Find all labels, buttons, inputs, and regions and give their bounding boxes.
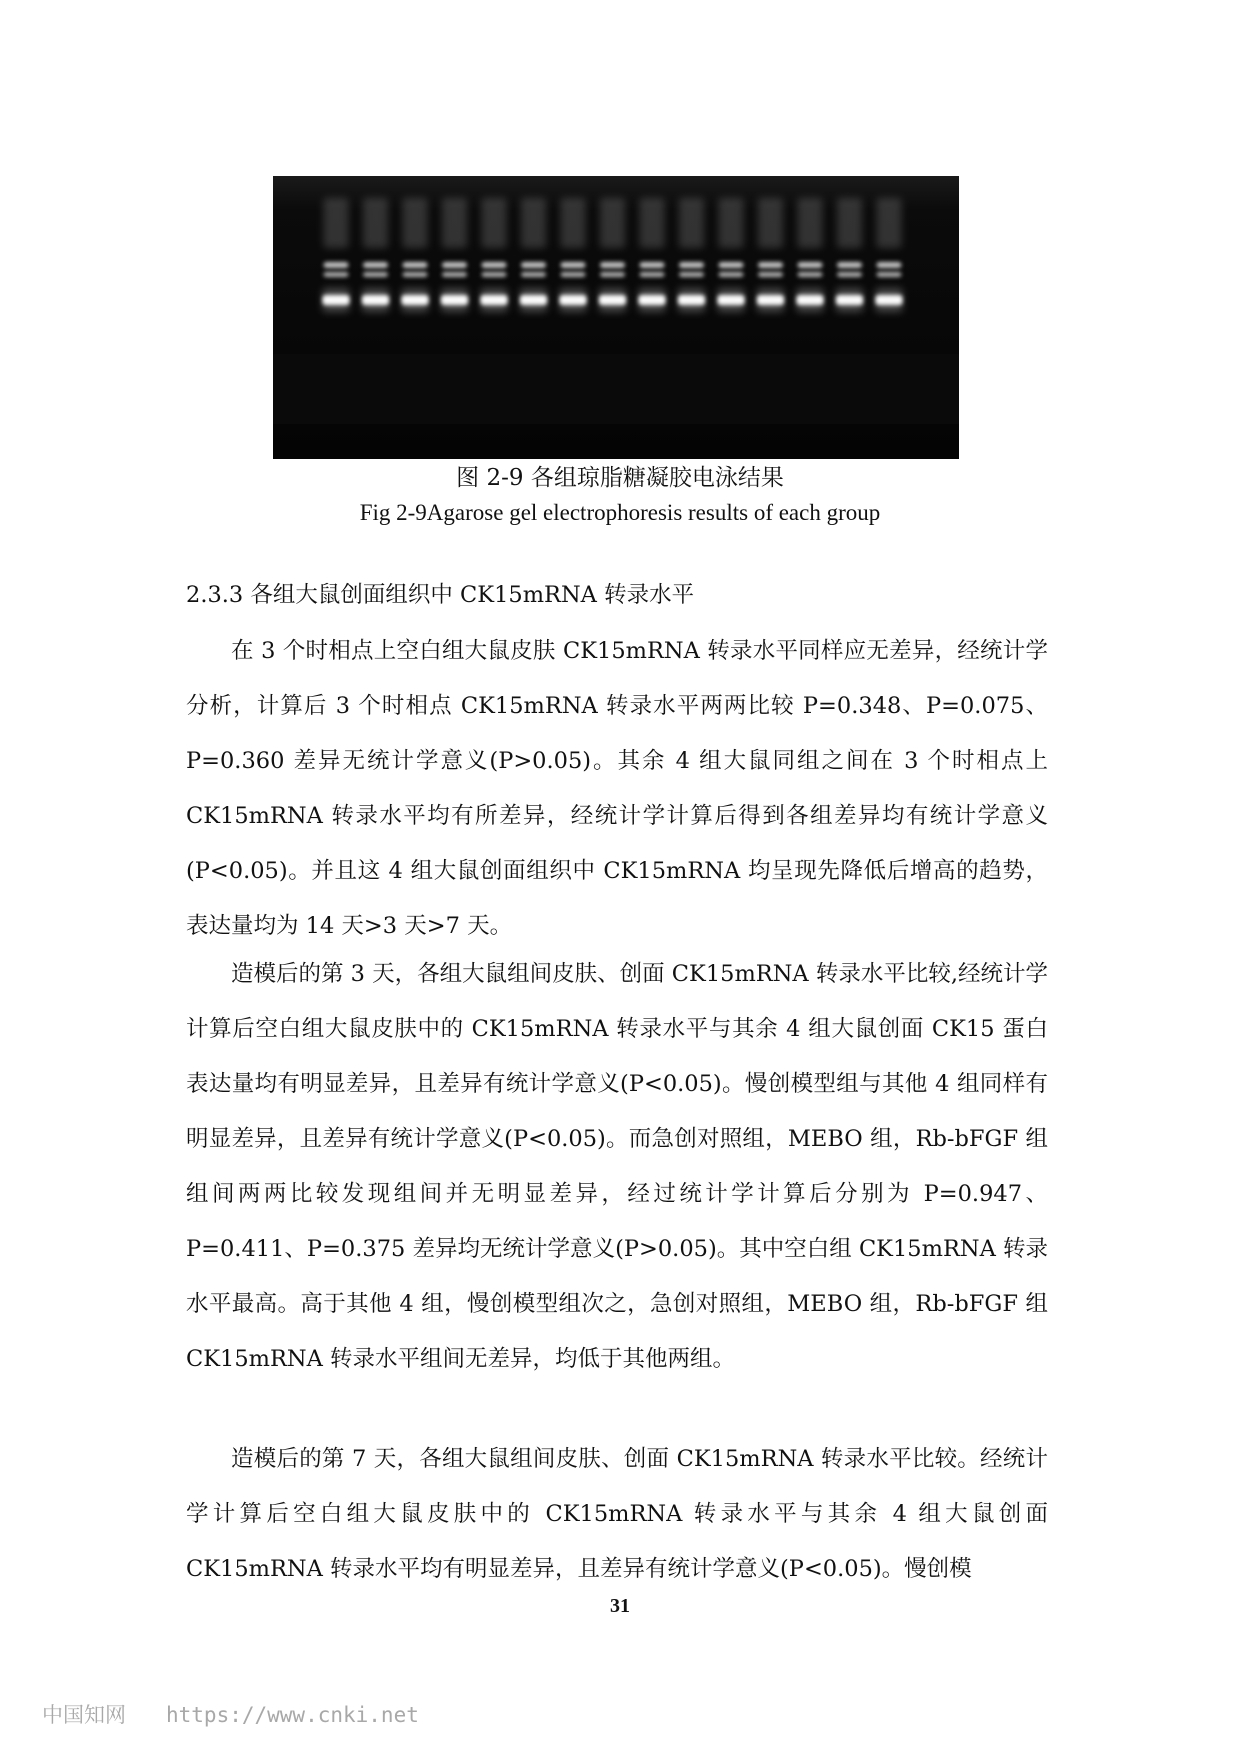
lower-band-halo	[520, 288, 547, 312]
well-smear	[521, 198, 546, 248]
upper-band	[679, 262, 704, 268]
upper-band	[521, 262, 546, 268]
upper-band-lower	[403, 272, 428, 277]
paragraph-1: 在 3 个时相点上空白组大鼠皮肤 CK15mRNA 转录水平同样应无差异，经统计学分析，计算后 3 个时相点 CK15mRNA 转录水平两两比较 P=0.348、P=0.075、P=0.360 差异无统计学意义(P>0.05)。其余 4 组大鼠同组之间在 3 个时相点上 CK15mRNA 转录水平均有所差异，经统计学计算后得到各组差异均有统计学意义(P<0.05)。并且这 4 组大鼠创面组织中 CK15mRNA 均呈现先降低后增高的趋势，表达量均为 14 天>3 天>7 天。	[186, 638, 1048, 939]
upper-band	[403, 262, 428, 268]
page-number: 31	[610, 1595, 630, 1617]
well-smear	[719, 198, 744, 248]
lower-band-halo	[599, 288, 626, 312]
watermark-url: https://www.cnki.net	[166, 1703, 419, 1727]
well-smear	[363, 198, 388, 248]
well-smear	[561, 198, 586, 248]
lower-band-halo	[876, 288, 903, 312]
upper-band-lower	[600, 272, 625, 277]
well-smear	[679, 198, 704, 248]
watermark-logo: 中国知网	[42, 1703, 126, 1727]
well-smear	[798, 198, 823, 248]
paragraph-2: 造模后的第 3 天，各组大鼠组间皮肤、创面 CK15mRNA 转录水平比较,经统计学计算后空白组大鼠皮肤中的 CK15mRNA 转录水平与其余 4 组大鼠创面 CK15 蛋白表达量均有明显差异，且差异有统计学意义(P<0.05)。慢创模型组与其他 4 组同样有明显差异，且差异有统计学意义(P<0.05)。而急创对照组，MEBO 组，Rb-bFGF 组组间两两比较发现组间并无明显差异，经过统计学计算后分别为 P=0.947、P=0.411、P=0.375 差异均无统计学意义(P>0.05)。其中空白组 CK15mRNA 转录水平最高。高于其他 4 组，慢创模型组次之，急创对照组，MEBO 组，Rb-bFGF 组 CK15mRNA 转录水平组间无差异，均低于其他两组。	[186, 961, 1048, 1372]
upper-band-lower	[640, 272, 665, 277]
lower-band-halo	[441, 288, 468, 312]
lower-band-halo	[639, 288, 666, 312]
lower-band-halo	[560, 288, 587, 312]
upper-band-lower	[482, 272, 507, 277]
well-smear	[403, 198, 428, 248]
upper-band	[798, 262, 823, 268]
figure-caption-english: Fig 2-9Agarose gel electrophoresis results of each group	[359, 500, 881, 525]
lower-band-halo	[678, 288, 705, 312]
upper-band-lower	[719, 272, 744, 277]
upper-band	[324, 262, 349, 268]
lower-band-halo	[402, 288, 429, 312]
lower-band-halo	[323, 288, 350, 312]
well-smear	[324, 198, 349, 248]
upper-band	[758, 262, 783, 268]
upper-band-lower	[837, 272, 862, 277]
upper-band	[482, 262, 507, 268]
well-smear	[482, 198, 507, 248]
well-smear	[600, 198, 625, 248]
upper-band	[719, 262, 744, 268]
gel-svg	[273, 176, 959, 459]
upper-band-lower	[561, 272, 586, 277]
upper-band-lower	[758, 272, 783, 277]
upper-band-lower	[363, 272, 388, 277]
upper-band-lower	[442, 272, 467, 277]
well-smear	[837, 198, 862, 248]
lower-band-halo	[362, 288, 389, 312]
well-smear	[877, 198, 902, 248]
upper-band-lower	[324, 272, 349, 277]
upper-band	[442, 262, 467, 268]
lower-band-halo	[836, 288, 863, 312]
gel-electrophoresis-image	[273, 176, 959, 459]
upper-band-lower	[679, 272, 704, 277]
upper-band-lower	[877, 272, 902, 277]
paragraph-3: 造模后的第 7 天，各组大鼠组间皮肤、创面 CK15mRNA 转录水平比较。经统计学计算后空白组大鼠皮肤中的 CK15mRNA 转录水平与其余 4 组大鼠创面 CK15mRNA 转录水平均有明显差异，且差异有统计学意义(P<0.05)。慢创模	[186, 1446, 1048, 1582]
upper-band	[600, 262, 625, 268]
upper-band	[363, 262, 388, 268]
figure-caption-chinese: 图 2-9 各组琼脂糖凝胶电泳结果	[456, 465, 784, 491]
well-smear	[442, 198, 467, 248]
upper-band	[561, 262, 586, 268]
upper-band-lower	[798, 272, 823, 277]
upper-band-lower	[521, 272, 546, 277]
well-smear	[640, 198, 665, 248]
lower-band-halo	[481, 288, 508, 312]
upper-band	[640, 262, 665, 268]
section-heading: 2.3.3 各组大鼠创面组织中 CK15mRNA 转录水平	[186, 582, 695, 608]
upper-band	[837, 262, 862, 268]
well-smear	[758, 198, 783, 248]
lower-band-halo	[718, 288, 745, 312]
lower-band-halo	[797, 288, 824, 312]
lower-band-halo	[757, 288, 784, 312]
cnki-watermark	[42, 1699, 419, 1729]
upper-band	[877, 262, 902, 268]
